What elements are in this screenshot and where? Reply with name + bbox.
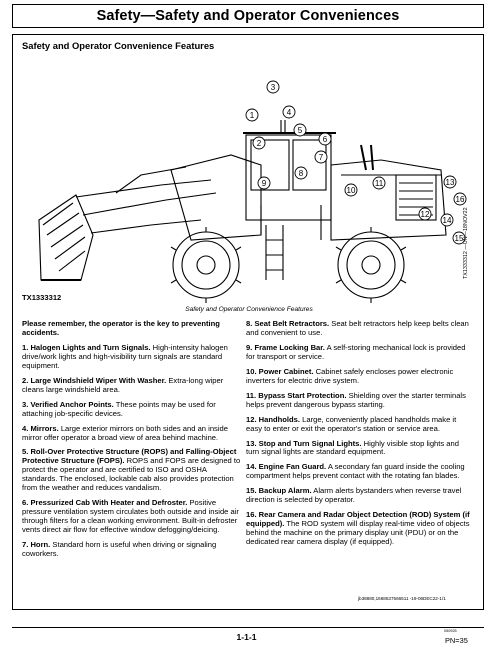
callout-15: 15: [454, 234, 464, 243]
feature-6: 6. Pressurized Cab With Heater and Defroster. Positive pressure ventilation system circulates both outside and inside air through filters for a clean working environment. Built-in defroster vents direct air flow for effective window defogging/deicing.: [22, 498, 239, 535]
callout-1: 1: [249, 111, 255, 120]
feature-11: 11. Bypass Start Protection. Shielding over the starter terminals helps prevent dangerous bypass starting.: [246, 390, 466, 409]
feature-16: 16. Rear Camera and Radar Object Detection (ROD) System (if equipped). The ROD system will display real-time video of objects behind the machine on the primary display unit (PDU) or on the dedicated rear camera display (if equipped).: [246, 510, 470, 547]
content-frame: [12, 34, 484, 610]
callout-3: 3: [270, 83, 276, 92]
feature-10: 10. Power Cabinet. Cabinet safely encloses power electronic inverters for electric drive system.: [246, 366, 454, 385]
feature-1: 1. Halogen Lights and Turn Signals. High-intensity halogen drive/work lights and high-visibility turn signals are standard equipment.: [22, 342, 228, 370]
intro-text: Please remember, the operator is the key to preventing accidents.: [22, 319, 220, 337]
callout-6: 6: [322, 135, 328, 144]
page-title: Safety—Safety and Operator Conveniences: [96, 8, 400, 24]
feature-9: 9. Frame Locking Bar. A self-storing mechanical lock is provided for transport or service.: [246, 342, 466, 361]
page-pn: PN=35: [445, 636, 468, 645]
page-header: [12, 4, 484, 28]
document-reference: jb38880,1668537566511 -19-06DEC22-1/1: [358, 596, 446, 601]
callout-13: 13: [445, 178, 455, 187]
feature-14: 14. Engine Fan Guard. A secondary fan guard inside the cooling compartment helps prevent contact with the rotating fan blades.: [246, 462, 465, 481]
callout-9: 9: [261, 179, 267, 188]
callout-2: 2: [256, 139, 262, 148]
callout-7: 7: [318, 153, 324, 162]
section-title: Safety and Operator Convenience Features: [22, 40, 215, 51]
callout-16: 16: [455, 195, 465, 204]
callout-5: 5: [297, 126, 303, 135]
footer-divider: [12, 627, 484, 628]
left-column: [22, 320, 244, 565]
feature-15: 15. Backup Alarm. Alarm alerts bystanders when reverse travel direction is selected by operator.: [246, 486, 462, 505]
feature-13: 13. Stop and Turn Signal Lights. Highly visible stop lights and turn signal lights are standard equipment.: [246, 438, 459, 457]
feature-5: 5. Roll-Over Protective Structure (ROPS) and Falling-Object Protective Structure (FOPS). ROPS and FOPS are designed to protect the operator and are certified to ISO and OSHA standards. The enclosed, lockable cab also provides protection from the weather and reduces vandalism.: [22, 447, 241, 493]
feature-4: 4. Mirrors. Large exterior mirrors on both sides and an inside mirror offer operator a broad view of area behind machine.: [22, 423, 228, 442]
figure-caption: Safety and Operator Convenience Features: [185, 306, 313, 313]
callout-8: 8: [298, 169, 304, 178]
callout-11: 11: [374, 179, 384, 188]
feature-7: 7. Horn. Standard horn is useful when driving or signaling coworkers.: [22, 540, 217, 559]
footer-code: 050925: [444, 629, 457, 633]
callout-12: 12: [420, 210, 430, 219]
wheel-loader-drawing: [21, 75, 465, 305]
callout-10: 10: [346, 186, 356, 195]
callout-14: 14: [442, 216, 452, 225]
callout-4: 4: [286, 108, 292, 117]
right-column: [246, 320, 474, 553]
feature-3: 3. Verified Anchor Points. These points may be used for attaching job-specific devices.: [22, 399, 216, 418]
feature-2: 2. Large Windshield Wiper With Washer. Extra-long wiper cleans large windshield area.: [22, 375, 224, 394]
feature-8: 8. Seat Belt Retractors. Seat belt retractors help keep belts clean and convenient to use.: [246, 319, 469, 337]
page-number: 1-1-1: [236, 632, 257, 642]
loader-illustration: [21, 75, 465, 305]
feature-12: 12. Handholds. Large, conveniently placed handholds make it easy to enter or exit the operator's station or service area.: [246, 414, 457, 433]
figure-side-code: TX1333312 —UN—18NOV22: [463, 207, 469, 279]
figure-id: TX1333312: [22, 293, 62, 302]
